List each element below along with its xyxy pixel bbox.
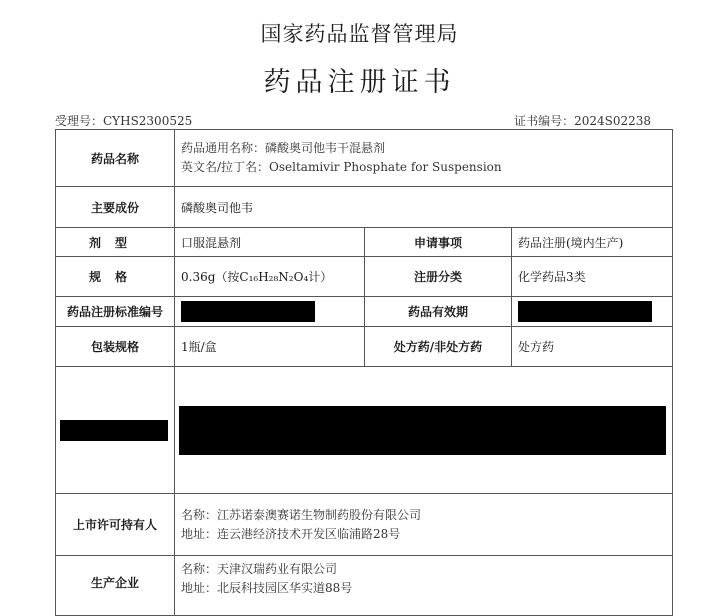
value-drug-name xyxy=(175,130,673,187)
redacted-value-cell xyxy=(175,367,673,494)
row-package xyxy=(56,327,673,367)
value-registration-class: 化学药品3类 xyxy=(512,257,673,297)
certificate-table xyxy=(55,129,673,616)
row-drug-name xyxy=(56,130,673,187)
value-specification: 0.36g（按C₁₆H₂₈N₂O₄计） xyxy=(175,257,365,297)
document-title: 药品注册证书 xyxy=(263,67,456,98)
redaction-block xyxy=(181,301,315,322)
value-main-ingredient: 磷酸奥司他韦 xyxy=(175,187,673,228)
english-name-line: 英文名/拉丁名：Oseltamivir Phosphate for Suspension xyxy=(181,160,502,174)
label-standard-number: 药品注册标准编号 xyxy=(56,297,175,327)
manufacturer-address-line: 地址：北辰科技园区华实道88号 xyxy=(181,581,353,595)
holder-name-line: 名称：江苏诺泰澳赛诺生物制药股份有限公司 xyxy=(181,507,422,522)
value-validity-period xyxy=(512,297,673,327)
label-main-ingredient: 主要成份 xyxy=(56,187,175,228)
value-rx-otc: 处方药 xyxy=(512,327,673,367)
value-license-holder xyxy=(175,494,673,556)
redaction-block xyxy=(60,420,168,441)
row-specification xyxy=(56,257,673,297)
label-manufacturer: 生产企业 xyxy=(56,556,175,616)
value-manufacturer xyxy=(175,556,673,616)
label-license-holder: 上市许可持有人 xyxy=(56,494,175,556)
label-registration-class: 注册分类 xyxy=(365,257,512,297)
redaction-block xyxy=(518,301,652,322)
label-specification: 规格 xyxy=(56,257,175,297)
redacted-label-cell xyxy=(56,367,175,494)
redaction-block xyxy=(179,406,666,455)
generic-name-line: 药品通用名称：磷酸奥司他韦干混悬剂 xyxy=(181,141,386,155)
certificate-number: 证书编号：2024S02238 xyxy=(514,114,651,128)
label-dosage-form: 剂型 xyxy=(56,228,175,257)
row-license-holder xyxy=(56,494,673,556)
label-rx-otc: 处方药/非处方药 xyxy=(365,327,512,367)
row-approval-number xyxy=(56,297,673,327)
holder-address-line: 地址：连云港经济技术开发区临浦路28号 xyxy=(181,526,401,541)
label-package-spec: 包装规格 xyxy=(56,327,175,367)
acceptance-number: 受理号：CYHS2300525 xyxy=(55,114,193,128)
row-main-ingredient xyxy=(56,187,673,228)
row-redacted xyxy=(56,367,673,494)
value-package-spec: 1瓶/盒 xyxy=(175,327,365,367)
label-application-item: 申请事项 xyxy=(365,228,512,257)
row-dosage-form xyxy=(56,228,673,257)
value-application-item: 药品注册(境内生产) xyxy=(512,228,673,257)
label-validity-period: 药品有效期 xyxy=(365,297,512,327)
manufacturer-name-line: 名称：天津汉瑞药业有限公司 xyxy=(181,562,338,576)
value-dosage-form: 口服混悬剂 xyxy=(175,228,365,257)
row-manufacturer xyxy=(56,556,673,616)
label-drug-name: 药品名称 xyxy=(56,130,175,187)
authority-title: 国家药品监督管理局 xyxy=(260,22,459,46)
value-standard-number xyxy=(175,297,365,327)
